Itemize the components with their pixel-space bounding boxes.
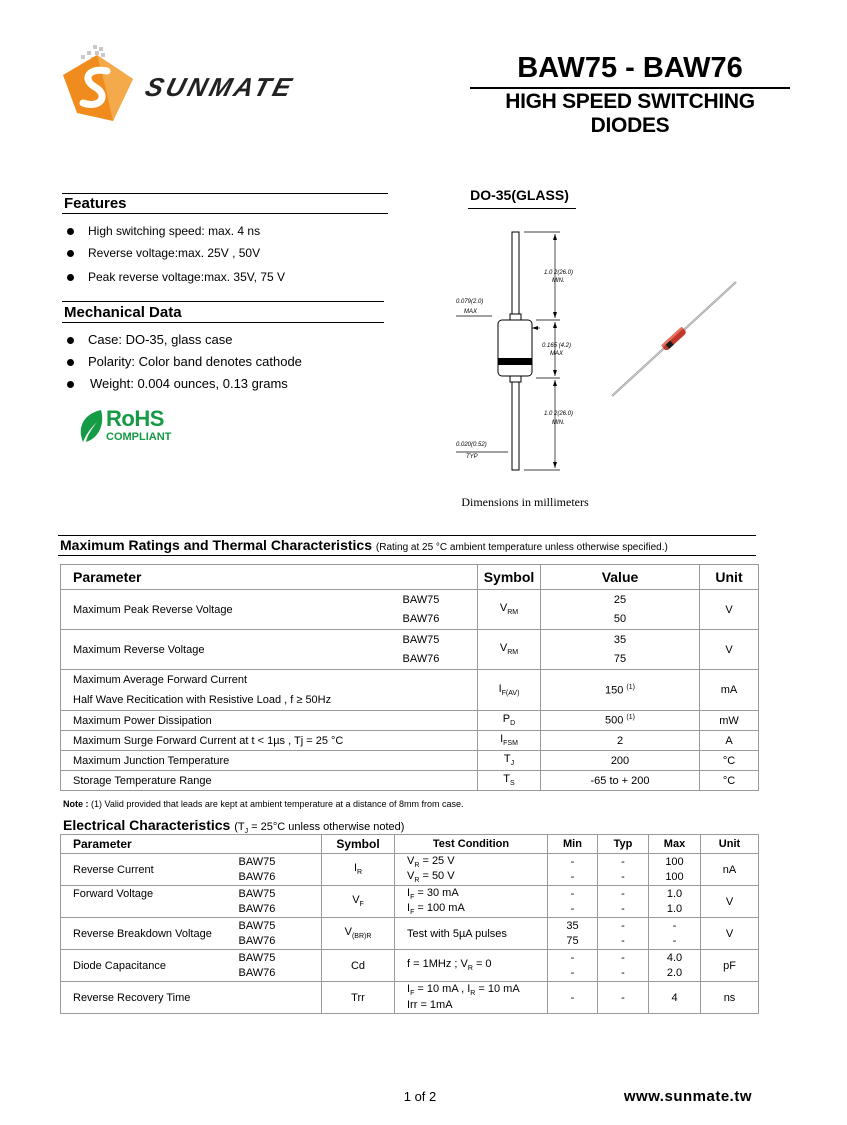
symbol-cell: Cd (322, 950, 395, 982)
condition-cell: f = 1MHz ; $V_R = 0$ (395, 950, 548, 982)
value-cell: 150 $^{(1)}$ (541, 670, 700, 711)
part-cell: BAW76 (391, 610, 478, 630)
min-cell: - (548, 870, 598, 886)
part-cell: BAW75 (239, 854, 322, 870)
header-typ: Typ (598, 835, 649, 854)
title-rule (470, 87, 790, 89)
page-number: 1 of 2 (403, 1089, 437, 1104)
unit-cell: V (700, 630, 759, 670)
header-value: Value (541, 565, 700, 590)
table-header-row (61, 835, 759, 854)
sub-title: HIGH SPEED SWITCHING DIODES (505, 90, 755, 137)
condition-cell: $V_R = 25$ V (395, 854, 548, 870)
header-unit: Unit (701, 835, 759, 854)
max-cell: 100 (649, 870, 701, 886)
min-cell: 75 (548, 934, 598, 950)
table-row (61, 630, 759, 650)
electrical-title (63, 817, 404, 835)
features-heading: Features (64, 195, 127, 212)
max-cell: 2.0 (649, 966, 701, 982)
max-cell: 1.0 (649, 902, 701, 918)
param-cell-empty (61, 902, 239, 918)
max-cell: 4 (649, 982, 701, 1014)
header-parameter: Parameter (61, 565, 391, 590)
typ-cell: - (598, 886, 649, 902)
package-title: DO-35(GLASS) (470, 187, 569, 203)
condition-cell: $I_F = 10$ mA , $I_R = 10$ mA (395, 982, 548, 998)
header-test: Test Condition (395, 835, 548, 854)
table-row (61, 950, 759, 966)
header-unit: Unit (700, 565, 759, 590)
param-cell: Maximum Power Dissipation (61, 711, 478, 731)
typ-cell: - (598, 854, 649, 870)
dim-lead-top-note: MIN. (552, 278, 565, 284)
symbol-cell: $I_{F(AV)}$ (478, 670, 541, 711)
dim-lead-bot-note: MIN. (552, 420, 565, 426)
unit-cell: V (701, 918, 759, 950)
ratings-title-note: (Rating at 25 °C ambient temperature unless otherwise specified.) (375, 542, 668, 553)
value-cell: -65 to + 200 (541, 771, 700, 791)
mechanical-list (64, 329, 394, 395)
min-cell: 35 (548, 918, 598, 934)
unit-cell: ns (701, 982, 759, 1014)
param-cell: Maximum Average Forward Current Half Wave Recitication with Resistive Load , f ≥ 50Hz (61, 670, 478, 711)
param-cell: Maximum Peak Reverse Voltage (61, 590, 391, 630)
features-rule-bottom (62, 213, 388, 214)
ratings-rule-top (58, 535, 756, 536)
max-ratings-table (60, 564, 759, 791)
unit-cell: pF (701, 950, 759, 982)
part-cell: BAW76 (239, 902, 322, 918)
param-cell: Maximum Reverse Voltage (61, 630, 391, 670)
max-cell: 1.0 (649, 886, 701, 902)
part-cell: BAW76 (391, 650, 478, 670)
part-cell: BAW75 (239, 950, 322, 966)
part-title: BAW75 - BAW76 (517, 52, 743, 84)
condition-cell: $I_F = 100$ mA (395, 902, 548, 918)
footnote: Note : (1) Valid provided that leads are kept at ambient temperature at a distance of 8mm from case. (63, 799, 464, 809)
mechanical-item: Weight: 0.004 ounces, 0.13 grams (64, 373, 394, 395)
table-row (61, 854, 759, 870)
min-cell: - (548, 902, 598, 918)
mechanical-heading: Mechanical Data (64, 304, 182, 321)
unit-cell: V (701, 886, 759, 918)
dim-lead-bot: 1.0 2(26.0) (544, 411, 574, 417)
typ-cell: - (598, 902, 649, 918)
symbol-cell: $I_{FSM}$ (478, 731, 541, 751)
ratings-title-text: Maximum Ratings and Thermal Characteristics (60, 537, 372, 553)
package-outline-drawing (440, 220, 820, 480)
value-cell: 2 (541, 731, 700, 751)
feature-item: High switching speed: max. 4 ns (64, 220, 394, 242)
table-row (61, 731, 759, 751)
dim-body-len: 0.165 (4.2) (542, 343, 572, 349)
mechanical-rule-top (62, 301, 384, 302)
unit-cell: mA (700, 670, 759, 711)
symbol-cell: $T_S$ (478, 771, 541, 791)
rohs-compliant-label: COMPLIANT (106, 431, 172, 443)
website-link[interactable]: www.sunmate.tw (623, 1088, 752, 1105)
value-cell: 200 (541, 751, 700, 771)
param-cell: Forward Voltage (61, 886, 239, 902)
mechanical-rule-bottom (62, 322, 384, 323)
unit-cell: nA (701, 854, 759, 886)
table-row (61, 771, 759, 791)
value-cell: 75 (541, 650, 700, 670)
condition-cell: Irr = 1mA (395, 998, 548, 1014)
table-row (61, 751, 759, 771)
electrical-table (60, 834, 759, 1014)
cathode-band (498, 358, 532, 365)
symbol-cell: $V_{RM}$ (478, 630, 541, 670)
table-row (61, 670, 759, 711)
electrical-title-text: Electrical Characteristics (63, 817, 231, 833)
symbol-cell: $T_J$ (478, 751, 541, 771)
min-cell: - (548, 982, 598, 1014)
typ-cell: - (598, 934, 649, 950)
min-cell: - (548, 886, 598, 902)
param-cell: Diode Capacitance (61, 950, 239, 982)
header-spacer (239, 835, 322, 854)
unit-cell: V (700, 590, 759, 630)
symbol-cell: $I_R$ (322, 854, 395, 886)
mechanical-item: Polarity: Color band denotes cathode (64, 351, 394, 373)
part-cell: BAW75 (391, 590, 478, 610)
value-cell: 35 (541, 630, 700, 650)
table-row (61, 590, 759, 610)
value-cell: 50 (541, 610, 700, 630)
rohs-leaf-icon (77, 408, 105, 444)
dim-body-len-note: MAX (550, 351, 564, 357)
header-symbol: Symbol (322, 835, 395, 854)
min-cell: - (548, 950, 598, 966)
param-cell: Reverse Recovery Time (61, 982, 322, 1014)
symbol-cell: $P_D$ (478, 711, 541, 731)
max-cell: - (649, 934, 701, 950)
typ-cell: - (598, 918, 649, 934)
unit-cell: A (700, 731, 759, 751)
condition-cell: Test with 5µA pulses (395, 918, 548, 950)
value-cell: 500 $^{(1)}$ (541, 711, 700, 731)
param-cell: Reverse Current (61, 854, 239, 886)
unit-cell: mW (700, 711, 759, 731)
symbol-cell: Trr (322, 982, 395, 1014)
typ-cell: - (598, 870, 649, 886)
part-cell: BAW75 (391, 630, 478, 650)
min-cell: - (548, 966, 598, 982)
max-cell: 100 (649, 854, 701, 870)
unit-cell: °C (700, 751, 759, 771)
part-cell: BAW76 (239, 966, 322, 982)
condition-cell: $V_R = 50$ V (395, 870, 548, 886)
header-symbol: Symbol (478, 565, 541, 590)
table-row (61, 886, 759, 902)
dim-body-dia-note: MAX (464, 309, 478, 315)
feature-item: Reverse voltage:max. 25V , 50V (64, 242, 394, 264)
part-cell: BAW75 (239, 918, 322, 934)
typ-cell: - (598, 950, 649, 966)
dim-lead-dia: 0.020(0.52) (456, 442, 487, 448)
table-row (61, 902, 759, 918)
features-list (64, 220, 394, 288)
symbol-cell: $V_{(BR)R}$ (322, 918, 395, 950)
max-cell: 4.0 (649, 950, 701, 966)
part-cell: BAW75 (239, 886, 322, 902)
param-cell: Maximum Junction Temperature (61, 751, 478, 771)
value-cell: 25 (541, 590, 700, 610)
part-cell: BAW76 (239, 870, 322, 886)
ratings-title (60, 537, 668, 553)
table-row (61, 982, 759, 998)
mechanical-item: Case: DO-35, glass case (64, 329, 394, 351)
typ-cell: - (598, 982, 649, 1014)
symbol-cell: $V_{RM}$ (478, 590, 541, 630)
table-header-row (61, 565, 759, 590)
diode-photo (612, 282, 736, 396)
header-spacer (391, 565, 478, 590)
electrical-title-note: ($T_J = 25^\circ C$ unless otherwise noted) (234, 821, 405, 836)
param-cell: Maximum Surge Forward Current at t < 1µs , Tj = 25 °C (61, 731, 478, 751)
header-min: Min (548, 835, 598, 854)
features-rule-top (62, 193, 388, 194)
table-row (61, 918, 759, 934)
part-cell: BAW76 (239, 934, 322, 950)
condition-cell: $I_F = 30$ mA (395, 886, 548, 902)
symbol-cell: $V_F$ (322, 886, 395, 918)
dim-lead-dia-note: TYP (466, 454, 478, 460)
typ-cell: - (598, 966, 649, 982)
feature-item: Peak reverse voltage:max. 35V, 75 V (64, 266, 394, 288)
dim-body-dia: 0.079(2.0) (456, 299, 484, 305)
max-cell: - (649, 918, 701, 934)
param-cell: Storage Temperature Range (61, 771, 478, 791)
dim-lead-top: 1.0 2(26.0) (544, 270, 574, 276)
table-row (61, 711, 759, 731)
brand-name: SUNMATE (142, 72, 298, 102)
dimensions-caption: Dimensions in millimeters (461, 495, 589, 509)
unit-cell: °C (700, 771, 759, 791)
package-title-rule (468, 208, 576, 209)
ratings-rule-bottom (58, 555, 756, 556)
header-max: Max (649, 835, 701, 854)
rohs-label: RoHS (106, 406, 164, 431)
min-cell: - (548, 854, 598, 870)
header-parameter: Parameter (61, 835, 239, 854)
param-cell: Reverse Breakdown Voltage (61, 918, 239, 950)
